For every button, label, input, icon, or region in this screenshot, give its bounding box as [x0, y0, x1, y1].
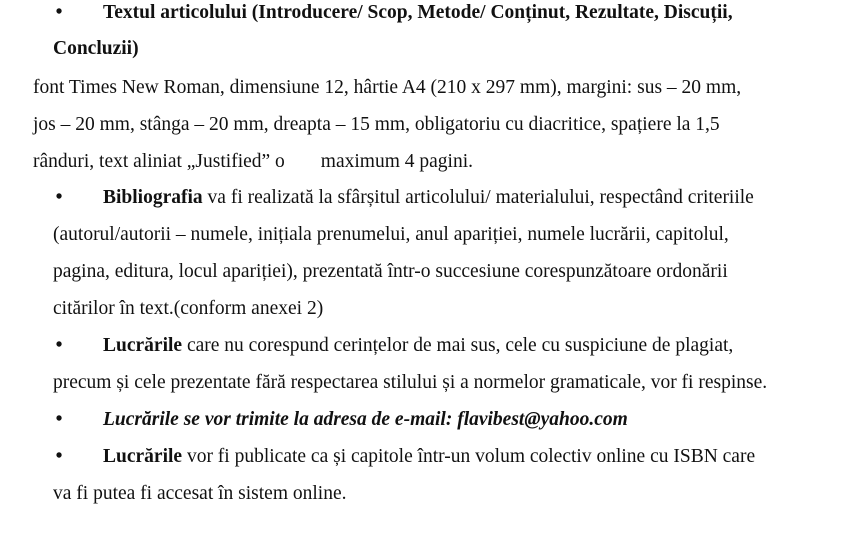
- bullet-icon: •: [55, 2, 63, 23]
- bullet-icon: •: [55, 446, 63, 467]
- article-text-heading: Textul articolului (Introducere/ Scop, Metode/ Conținut, Rezultate, Discuții,: [103, 2, 733, 23]
- format-text-3a: rânduri, text aliniat „Justified” o: [33, 151, 285, 172]
- bibliography-keyword: Bibliografia: [103, 187, 203, 208]
- rejection-keyword: Lucrările: [103, 335, 183, 356]
- publication-text-2: va fi putea fi accesat în sistem online.: [53, 483, 347, 504]
- bullet-icon: •: [55, 187, 63, 208]
- bibliography-text-2: (autorul/autorii – numele, inițiala prenumelui, anul apariției, numele lucrării, capitolul,: [53, 224, 729, 245]
- publication-keyword: Lucrările: [103, 446, 183, 467]
- bibliography-text-1: va fi realizată la sfârșitul articolului/ materialului, respectând criteriile: [202, 187, 754, 208]
- format-text-1: font Times New Roman, dimensiune 12, hârtie A4 (210 x 297 mm), margini: sus – 20 mm,: [33, 77, 742, 98]
- rejection-text-2: precum și cele prezentate fără respectarea stilului și a normelor gramaticale, vor fi respinse.: [53, 372, 768, 393]
- format-text-3b: maximum 4 pagini.: [320, 151, 473, 172]
- article-text-heading-cont: Concluzii): [53, 38, 139, 59]
- bibliography-text-4: citărilor în text.(conform anexei 2): [53, 298, 324, 319]
- bullet-icon: •: [55, 409, 63, 430]
- rejection-text-1: care nu corespund cerințelor de mai sus, cele cu suspiciune de plagiat,: [182, 335, 734, 356]
- format-text-2: jos – 20 mm, stânga – 20 mm, dreapta – 15 mm, obligatoriu cu diacritice, spațiere la 1,5: [33, 114, 720, 135]
- submission-email-text: Lucrările se vor trimite la adresa de e-mail: flavibest@yahoo.com: [103, 409, 628, 430]
- bullet-icon: •: [55, 335, 63, 356]
- publication-text-1: vor fi publicate ca și capitole într-un volum colectiv online cu ISBN care: [182, 446, 756, 467]
- bibliography-text-3: pagina, editura, locul apariției), prezentată într-o succesiune corespunzătoare ordonării: [53, 261, 728, 282]
